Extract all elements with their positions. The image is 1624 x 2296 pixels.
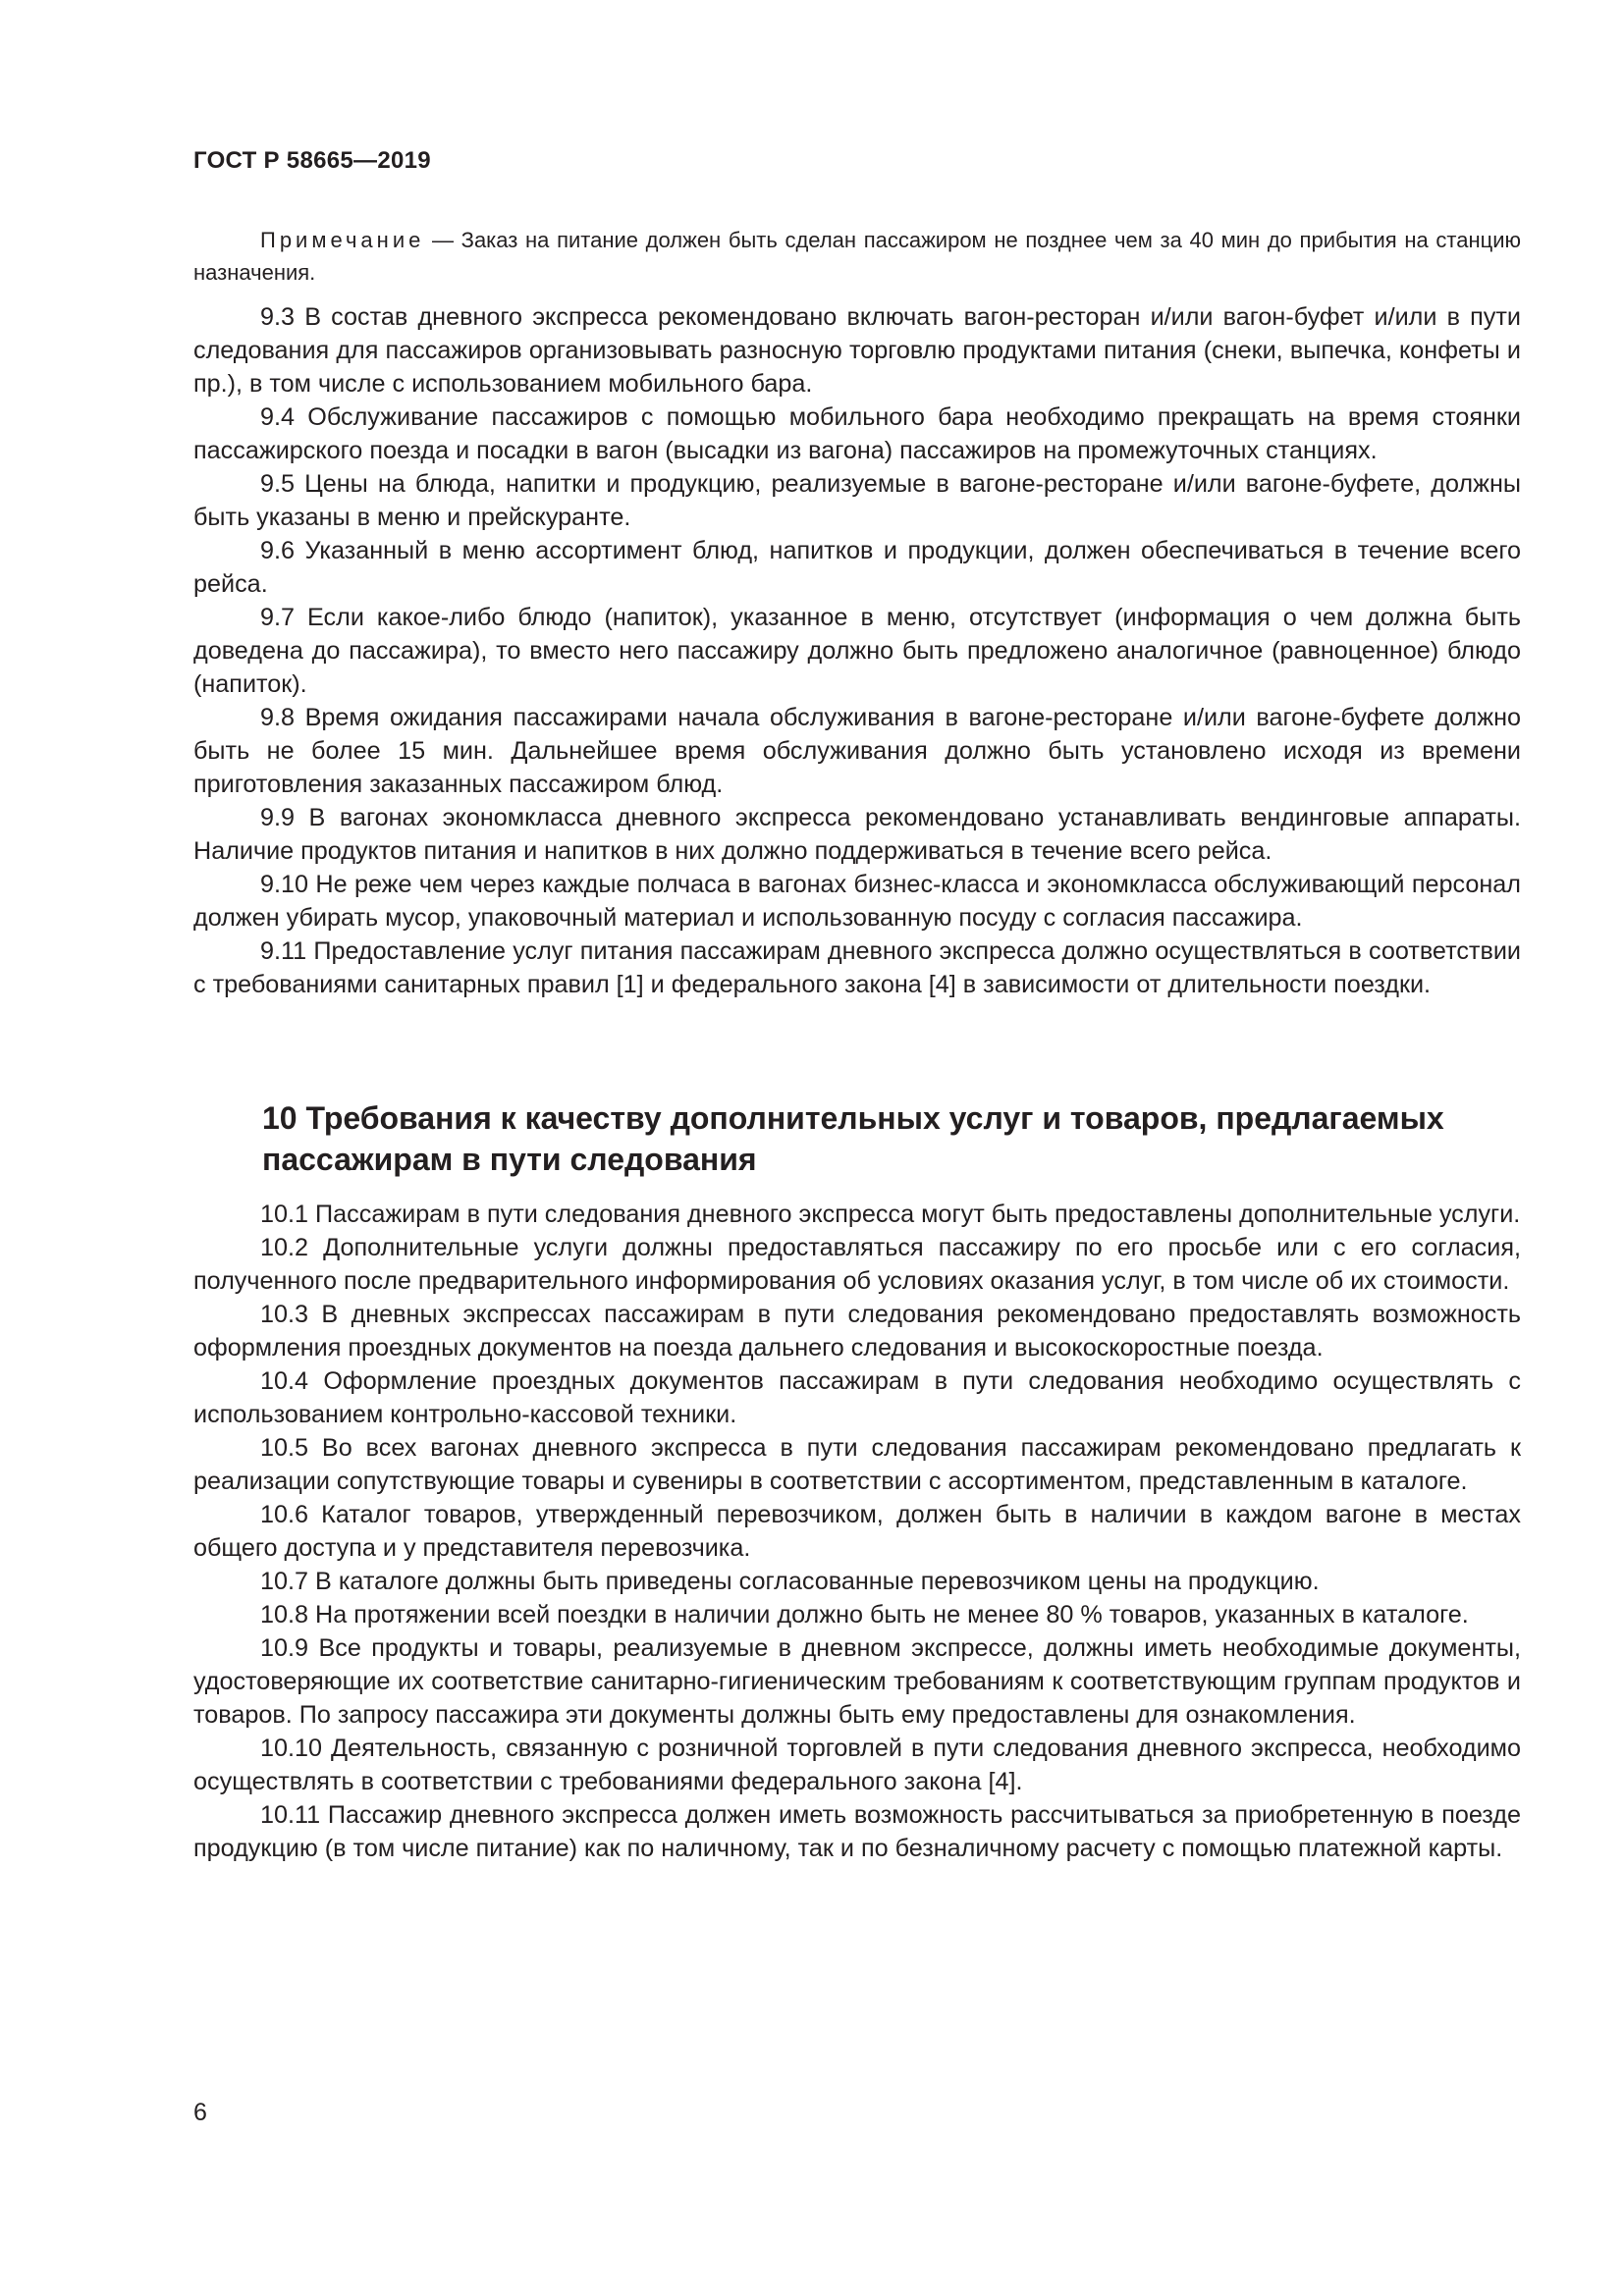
clause-9-5: 9.5 Цены на блюда, напитки и продукцию, реализуемые в вагоне-ресторане и/или вагоне-буфете, должны быть указаны в меню и прейскуранте. [193,470,1521,531]
section-9-body [193,300,1521,1001]
clause-10-7: 10.7 В каталоге должны быть приведены согласованные перевозчиком цены на продукцию. [260,1568,1320,1595]
clause-9-10: 9.10 Не реже чем через каждые полчаса в вагонах бизнес-класса и экономкласса обслуживающий персонал должен убирать мусор, упаковочный материал и использованную посуду с согласия пассажира. [193,871,1521,932]
clause-9-9: 9.9 В вагонах экономкласса дневного экспресса рекомендовано устанавливать вендинговые аппараты. Наличие продуктов питания и напитков в них должно поддерживаться в течение всего рейса. [193,804,1521,865]
clause-9-11: 9.11 Предоставление услуг питания пассажирам дневного экспресса должно осуществляться в соответствии с требованиями санитарных правил [1] и федерального закона [4] в зависимости от длительности поездки. [193,937,1521,998]
clause-10-1: 10.1 Пассажирам в пути следования дневного экспресса могут быть предоставлены дополнительные услуги. [260,1201,1521,1228]
clause-10-6: 10.6 Каталог товаров, утвержденный перевозчиком, должен быть в наличии в каждом вагоне в местах общего доступа и у представителя перевозчика. [193,1501,1521,1562]
section-10-heading: 10 Требования к качеству дополнительных услуг и товаров, предлагаемых пассажирам в пути следования [262,1100,1444,1177]
clause-10-3: 10.3 В дневных экспрессах пассажирам в пути следования рекомендовано предоставлять возможность оформления проездных документов на поезда дальнего следования и высокоскоростные поезда. [193,1301,1521,1362]
note-paragraph [193,224,1521,289]
clause-10-9: 10.9 Все продукты и товары, реализуемые в дневном экспрессе, должны иметь необходимые документы, удостоверяющие их соответствие санитарно-гигиеническим требованиям к соответствующим группам продуктов и товаров. По запросу пассажира эти документы должны быть ему предоставлены для ознакомления. [193,1634,1521,1729]
clause-9-3: 9.3 В состав дневного экспресса рекомендовано включать вагон-ресторан и/или вагон-буфет и/или в пути следования для пассажиров организовывать разносную торговлю продуктами питания (снеки, выпечка, конфеты и пр.), в том числе с использованием мобильного бара. [193,303,1521,398]
page-number: 6 [193,2099,207,2126]
clause-9-7: 9.7 Если какое-либо блюдо (напиток), указанное в меню, отсутствует (информация о чем должна быть доведена до пассажира), то вместо него пассажиру должно быть предложено аналогичное (равноценное) блюдо (напиток). [193,604,1521,698]
clause-10-8: 10.8 На протяжении всей поездки в наличии должно быть не менее 80 % товаров, указанных в каталоге. [260,1601,1469,1629]
clause-10-4: 10.4 Оформление проездных документов пассажирам в пути следования необходимо осуществлять с использованием контрольно-кассовой техники. [193,1367,1521,1428]
section-10-body [193,1198,1521,1865]
clause-9-8: 9.8 Время ожидания пассажирами начала обслуживания в вагоне-ресторане и/или вагоне-буфете должно быть не более 15 мин. Дальнейшее время обслуживания должно быть установлено исходя из времени приготовления заказанных пассажиром блюд. [193,704,1521,798]
clause-9-4: 9.4 Обслуживание пассажиров с помощью мобильного бара необходимо прекращать на время стоянки пассажирского поезда и посадки в вагон (высадки из вагона) пассажиров на промежуточных станциях. [193,403,1521,464]
clause-9-6: 9.6 Указанный в меню ассортимент блюд, напитков и продукции, должен обеспечиваться в течение всего рейса. [193,537,1521,598]
clause-10-10: 10.10 Деятельность, связанную с розничной торговлей в пути следования дневного экспресса, необходимо осуществлять в соответствии с требованиями федерального закона [4]. [193,1735,1521,1795]
clause-10-2: 10.2 Дополнительные услуги должны предоставляться пассажиру по его просьбе или с его согласия, полученного после предварительного информирования об условиях оказания услуг, в том числе об их стоимости. [193,1234,1521,1295]
note-text: — Заказ на питание должен быть сделан пассажиром не позднее чем за 40 мин до прибытия на станцию назначения. [193,228,1521,285]
standard-code-header: ГОСТ Р 58665—2019 [193,147,431,174]
note-label: Примечание [260,228,425,252]
clause-10-5: 10.5 Во всех вагонах дневного экспресса в пути следования пассажирам рекомендовано предлагать к реализации сопутствующие товары и сувениры в соответствии с ассортиментом, представленным в каталоге. [193,1434,1521,1495]
clause-10-11: 10.11 Пассажир дневного экспресса должен иметь возможность рассчитываться за приобретенную в поезде продукцию (в том числе питание) как по наличному, так и по безналичному расчету с помощью платежной карты. [193,1801,1521,1862]
